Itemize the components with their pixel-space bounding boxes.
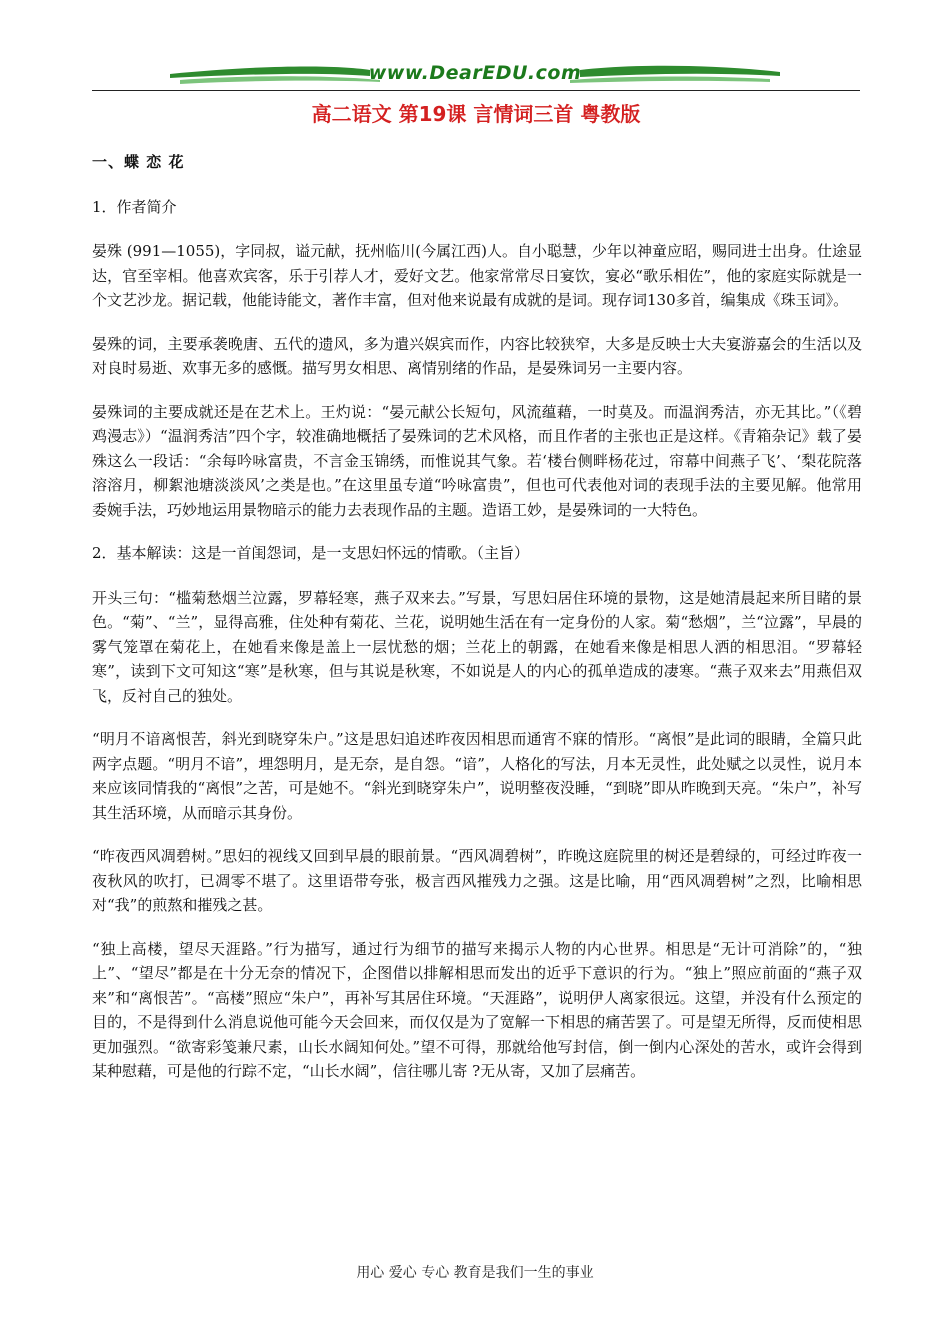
paragraph: 开头三句：“槛菊愁烟兰泣露，罗幕轻寒，燕子双来去。”写景，写思妇居住环境的景物，这是她清晨起来所目睹的景色。“菊”、“兰”，显得高雅，住处种有菊花、兰花，说明她生活在有一定身份的人家。菊“愁烟”，兰“泣露”，早晨的雾气笼罩在菊花上，在她看来像是盖上一层忧愁的烟；兰花上的朝露，在她看来像是相思人洒的相思泪。“罗幕轻寒”，读到下文可知这“寒”是秋寒，但与其说是秋寒，不如说是人的内心的孤单造成的凄寒。“燕子双来去”用燕侣双飞，反衬自己的独处。 (92, 588, 862, 705)
sub-heading-author: 1．作者简介 (92, 197, 177, 216)
paragraph: “独上高楼，望尽天涯路。”行为描写，通过行为细节的描写来揭示人物的内心世界。相思是“无计可消除”的，“独上”、“望尽”都是在十分无奈的情况下，企图借以排解相思而发出的近乎下意识的行为。“独上”照应前面的“燕子双来”和“离恨苦”。“高楼”照应“朱户”，再补写其居住环境。“天涯路”，说明伊人离家很远。这望，并没有什么预定的目的，不是得到什么消息说他可能今天会回来，而仅仅是为了宽解一下相思的痛苦罢了。可是望无所得，反而使相思更加强烈。“欲寄彩笺兼尺素，山长水阔知何处。”望不可得，那就给他写封信，倒一倒内心深处的苦水，或许会得到某种慰藉，可是他的行踪不定，“山长水阔”，信往哪儿寄 ?无从寄，又加了层痛苦。 (92, 939, 862, 1080)
document-body (92, 150, 862, 1103)
sub-heading-reading: 2．基本解读：这是一首闺怨词，是一支思妇怀远的情歌。（主旨） (92, 544, 530, 562)
paragraph: “昨夜西风凋碧树。”思妇的视线又回到早晨的眼前景。“西风凋碧树”，昨晚这庭院里的树还是碧绿的，可经过昨夜一夜秋风的吹打，已凋零不堪了。这里语带夸张，极言西风摧残力之强。这是比喻，用“西风凋碧树”之烈，比喻相思对“我”的煎熬和摧残之甚。 (92, 847, 862, 914)
document-title: 高二语文 第19课 言情词三首 粤教版 (311, 102, 641, 126)
paragraph: “明月不谙离恨苦，斜光到晓穿朱户。”这是思妇追述昨夜因相思而通宵不寐的情形。“离恨”是此词的眼睛，全篇只此两字点题。“明月不谙”，埋怨明月，是无奈，是自怨。“谙”，人格化的写法，月本无灵性，此处赋之以灵性，说月本来应该同情我的“离恨”之苦，可是她不。“斜光到晓穿朱户”，说明整夜没睡，“到晓”即从昨晚到天亮。“朱户”，补写其生活环境，从而暗示其身份。 (92, 730, 862, 822)
header-divider (92, 90, 860, 91)
paragraph: 晏殊 (991—1055)，字同叔，谥元献，抚州临川(今属江西)人。自小聪慧，少年以神童应昭，赐同进士出身。仕途显达，官至宰相。他喜欢宾客，乐于引荐人才，爱好文艺。他家常常尽日宴饮，宴必“歌乐相佐”，他的家庭实际就是一个文艺沙龙。据记载，他能诗能文，著作丰富，但对他来说最有成就的是词。现存词130多首，编集成《珠玉词》。 (92, 242, 862, 309)
paragraph: 晏殊词的主要成就还是在艺术上。王灼说：“晏元献公长短句，风流蕴藉，一时莫及。而温润秀洁，亦无其比。”（《碧鸡漫志》）“温润秀洁”四个字，较准确地概括了晏殊词的艺术风格，而且作者的主张也正是这样。《青箱杂记》载了晏殊这么一段话：“余每吟咏富贵，不言金玉锦绣，而惟说其气象。若‘楼台侧畔杨花过，帘幕中间燕子飞’、‘梨花院落溶溶月，柳絮池塘淡淡风’之类是也。”在这里虽专道“吟咏富贵”，但也可代表他对词的表现手法的主要见解。他常用委婉手法，巧妙地运用景物暗示的能力去表现作品的主题。造语工妙，是晏殊词的一大特色。 (92, 402, 862, 519)
site-banner (170, 60, 780, 92)
section-heading: 一、蝶 恋 花 (92, 153, 185, 171)
site-url[interactable]: www.DearEDU.com (368, 62, 582, 84)
paragraph: 晏殊的词，主要承袭晚唐、五代的遗风，多为遣兴娱宾而作，内容比较狭窄，大多是反映士大夫宴游嘉会的生活以及对良时易逝、欢事无多的感慨。描写男女相思、离情别绪的作品，是晏殊词另一主要内容。 (92, 334, 862, 377)
page-footer: 用心 爱心 专心 教育是我们一生的事业 (356, 1265, 594, 1281)
